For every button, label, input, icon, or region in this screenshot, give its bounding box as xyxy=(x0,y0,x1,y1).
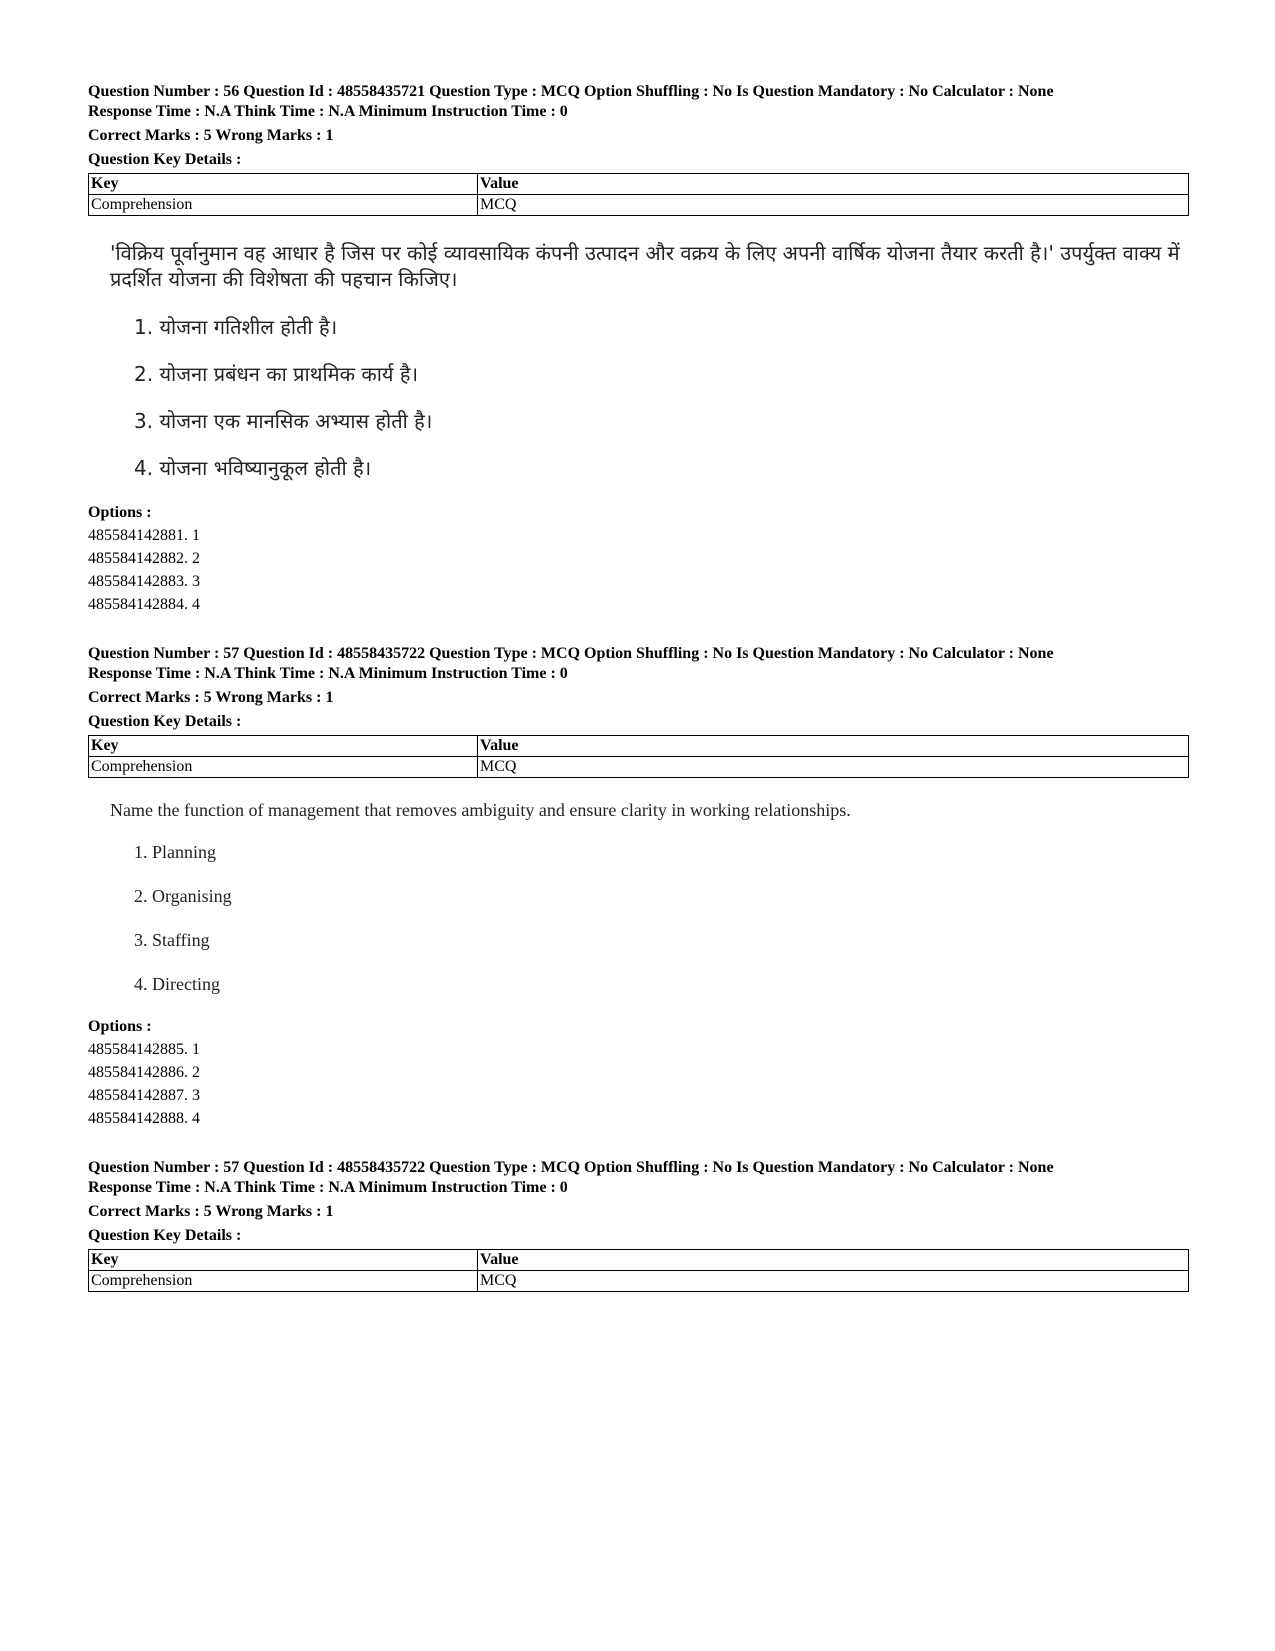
option-item: 485584142885. 1 xyxy=(88,1041,200,1058)
question-timing-line: Response Time : N.A Think Time : N.A Minimum Instruction Time : 0 xyxy=(88,103,568,120)
table-row xyxy=(89,757,1189,778)
question-meta-line: Question Number : 57 Question Id : 48558435722 Question Type : MCQ Option Shuffling : No Is Question Mandatory : No Calculator : None xyxy=(88,645,1054,662)
question-meta-line: Question Number : 57 Question Id : 48558435722 Question Type : MCQ Option Shuffling : No Is Question Mandatory : No Calculator : None xyxy=(88,1159,1054,1176)
table-header-value: Value xyxy=(478,1250,1189,1271)
options-label: Options : xyxy=(88,1018,152,1035)
option-item: 485584142886. 2 xyxy=(88,1064,200,1081)
key-details-table xyxy=(88,1249,1189,1292)
table-cell-key: Comprehension xyxy=(89,195,478,216)
question-body xyxy=(110,798,1188,996)
key-details-label: Question Key Details : xyxy=(88,151,242,168)
table-cell-key: Comprehension xyxy=(89,1271,478,1292)
table-header-row xyxy=(89,1250,1189,1271)
option-item: 485584142881. 1 xyxy=(88,527,200,544)
key-details-label: Question Key Details : xyxy=(88,713,242,730)
table-header-row xyxy=(89,174,1189,195)
question-marks: Correct Marks : 5 Wrong Marks : 1 xyxy=(88,1203,334,1220)
question-timing-line: Response Time : N.A Think Time : N.A Minimum Instruction Time : 0 xyxy=(88,665,568,682)
choice-item: 4. Directing xyxy=(134,974,220,994)
question-block xyxy=(88,82,1188,616)
choice-item: 3. Staffing xyxy=(134,930,210,950)
table-header-key: Key xyxy=(89,736,478,757)
option-item: 485584142882. 2 xyxy=(88,550,200,567)
choice-item: 3. योजना एक मानसिक अभ्यास होती है। xyxy=(134,409,433,433)
choice-item: 2. योजना प्रबंधन का प्राथमिक कार्य है। xyxy=(134,362,419,386)
table-cell-key: Comprehension xyxy=(89,757,478,778)
question-text: 'विक्रिय पूर्वानुमान वह आधार है जिस पर कोई व्यावसायिक कंपनी उत्पादन और वक्रय के लिए अपनी वार्षिक योजना तैयार करती है।' उपर्युक्त वाक्य में प्रदर्शित योजना की विशेषता की पहचान किजिए। xyxy=(110,241,1180,291)
table-header-key: Key xyxy=(89,1250,478,1271)
table-row xyxy=(89,195,1189,216)
options-label: Options : xyxy=(88,504,152,521)
table-row xyxy=(89,1271,1189,1292)
question-marks: Correct Marks : 5 Wrong Marks : 1 xyxy=(88,127,334,144)
option-item: 485584142887. 3 xyxy=(88,1087,200,1104)
question-marks: Correct Marks : 5 Wrong Marks : 1 xyxy=(88,689,334,706)
choice-item: 2. Organising xyxy=(134,886,232,906)
key-details-label: Question Key Details : xyxy=(88,1227,242,1244)
table-header-value: Value xyxy=(478,736,1189,757)
table-header-key: Key xyxy=(89,174,478,195)
choice-item: 1. Planning xyxy=(134,842,217,862)
choice-item: 1. योजना गतिशील होती है। xyxy=(134,315,338,339)
question-block xyxy=(88,644,1188,1130)
question-timing-line: Response Time : N.A Think Time : N.A Minimum Instruction Time : 0 xyxy=(88,1179,568,1196)
choice-item: 4. योजना भविष्यानुकूल होती है। xyxy=(134,456,372,480)
question-text: Name the function of management that removes ambiguity and ensure clarity in working relationships. xyxy=(110,800,851,820)
question-block xyxy=(88,1158,1188,1292)
key-details-table xyxy=(88,735,1189,778)
table-header-row xyxy=(89,736,1189,757)
document-page xyxy=(88,82,1188,1292)
table-header-value: Value xyxy=(478,174,1189,195)
choice-list xyxy=(110,314,1188,481)
option-item: 485584142883. 3 xyxy=(88,573,200,590)
question-meta-line: Question Number : 56 Question Id : 48558435721 Question Type : MCQ Option Shuffling : No Is Question Mandatory : No Calculator : None xyxy=(88,83,1054,100)
option-item: 485584142884. 4 xyxy=(88,596,200,613)
question-body xyxy=(110,240,1188,481)
option-item: 485584142888. 4 xyxy=(88,1110,200,1127)
choice-list xyxy=(110,840,1188,996)
key-details-table xyxy=(88,173,1189,216)
table-cell-value: MCQ xyxy=(478,195,1189,216)
table-cell-value: MCQ xyxy=(478,757,1189,778)
table-cell-value: MCQ xyxy=(478,1271,1189,1292)
